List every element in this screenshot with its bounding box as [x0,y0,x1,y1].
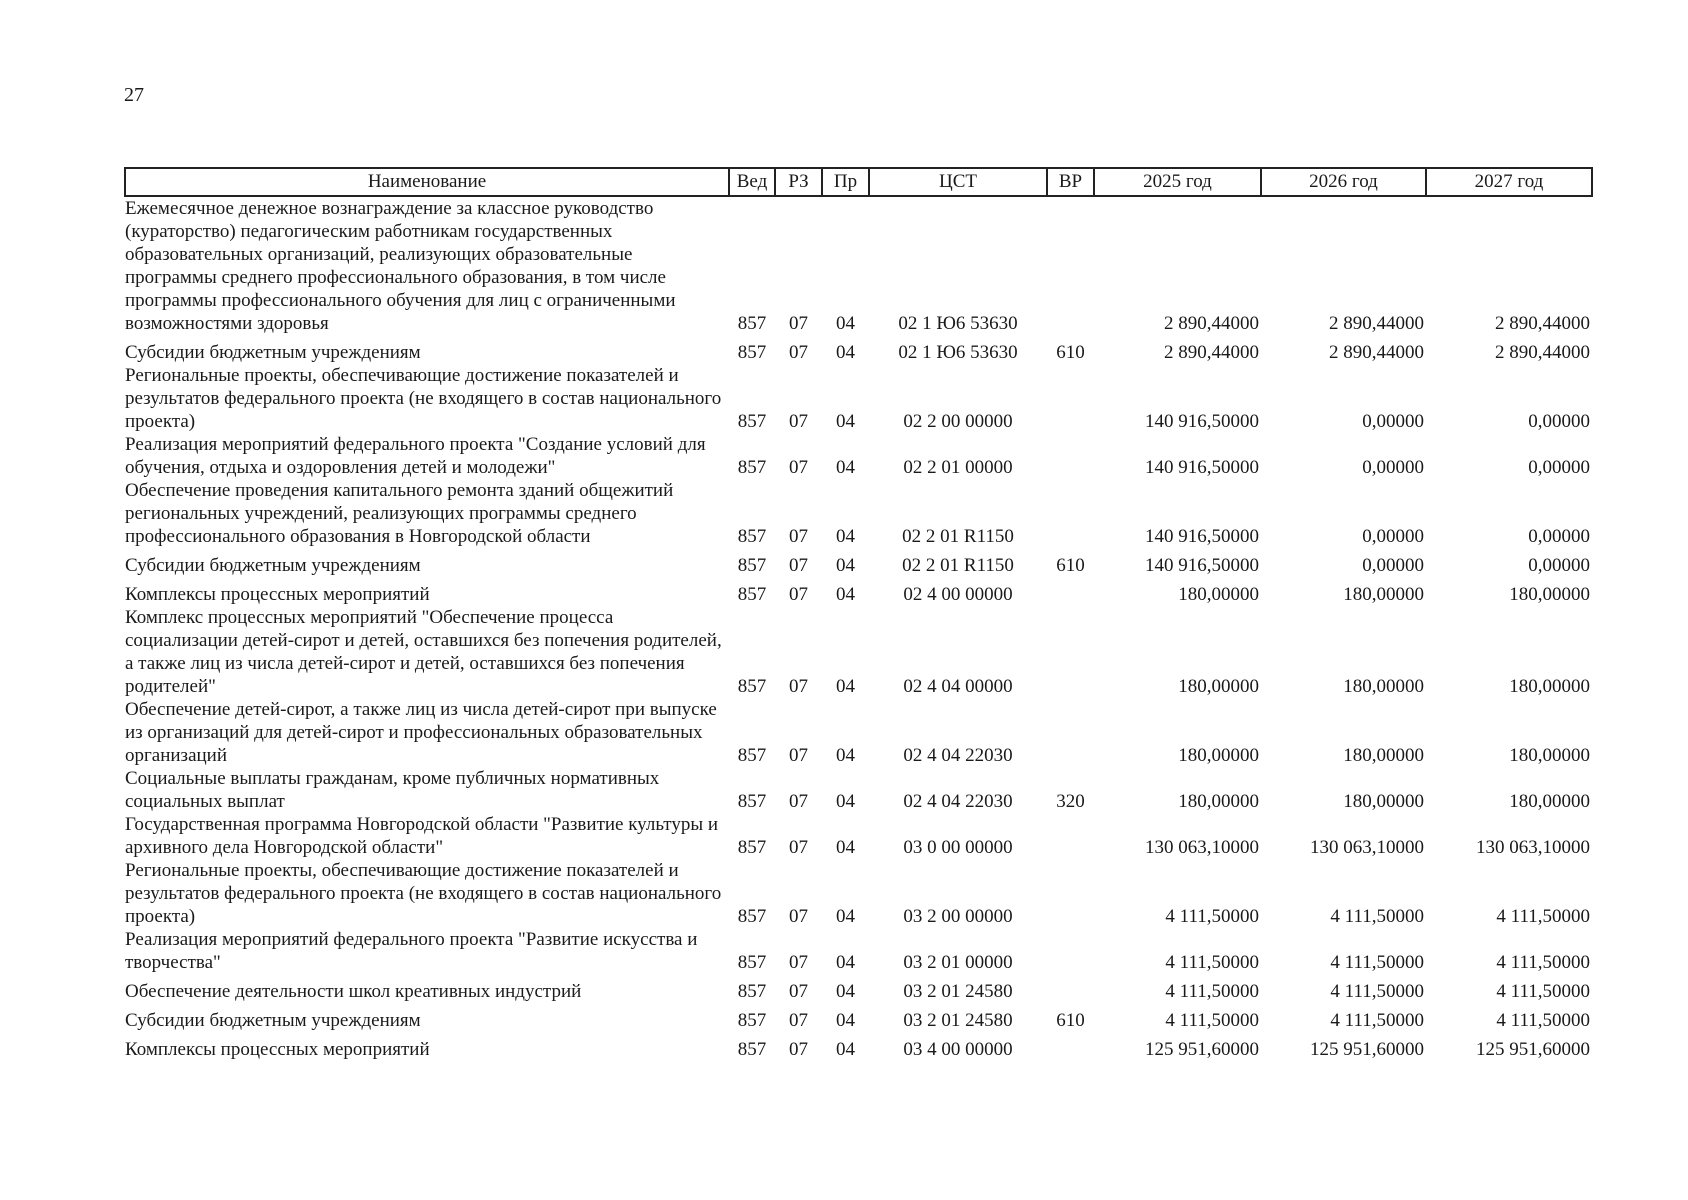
cell-name: Социальные выплаты гражданам, кроме публичных нормативных социальных выплат [125,768,660,812]
cell-2025: 2 890,44000 [1164,342,1259,363]
cell-vr [1047,577,1094,606]
cell-cst: 02 2 00 00000 [903,411,1013,432]
cell-2025: 180,00000 [1178,584,1259,605]
cell-2026: 4 111,50000 [1330,906,1424,927]
cell-pr: 04 [836,342,855,363]
table-body [125,196,1592,1061]
cell-ved: 857 [737,906,767,927]
header-2027: 2027 год [1426,168,1592,196]
cell-2025: 4 111,50000 [1165,1010,1259,1031]
table-row [125,767,1592,813]
cell-2027: 180,00000 [1509,676,1590,697]
cell-cst: 02 1 Ю6 53630 [898,313,1018,334]
cell-cst: 03 0 00 00000 [903,837,1013,858]
cell-ved: 857 [737,457,767,478]
table-row [125,364,1592,433]
cell-name: Обеспечение деятельности школ креативных индустрий [125,981,582,1002]
cell-ved: 857 [737,981,767,1002]
cell-rz: 07 [789,313,808,334]
cell-ved: 857 [737,1010,767,1031]
cell-rz: 07 [789,952,808,973]
cell-pr: 04 [836,555,855,576]
cell-rz: 07 [789,342,808,363]
cell-2026: 180,00000 [1343,791,1424,812]
cell-pr: 04 [836,981,855,1002]
cell-vr [1047,859,1094,928]
cell-pr: 04 [836,1039,855,1060]
cell-name: Комплекс процессных мероприятий "Обеспечение процесса социализации детей-сирот и детей, оставшихся без попечения родителей, а также лиц из числа детей-сирот и детей, оставшихся без попечения родителей" [125,607,722,697]
header-2026: 2026 год [1261,168,1426,196]
cell-2027: 0,00000 [1528,457,1590,478]
table-row [125,577,1592,606]
cell-ved: 857 [737,313,767,334]
header-ved: Вед [729,168,775,196]
cell-rz: 07 [789,457,808,478]
cell-2027: 180,00000 [1509,745,1590,766]
cell-vr [1047,928,1094,974]
cell-cst: 02 4 04 22030 [903,791,1013,812]
header-name: Наименование [125,168,729,196]
cell-pr: 04 [836,1010,855,1031]
cell-pr: 04 [836,584,855,605]
header-cst: ЦСТ [869,168,1047,196]
cell-cst: 02 1 Ю6 53630 [898,342,1018,363]
cell-2027: 0,00000 [1528,411,1590,432]
table-row [125,335,1592,364]
cell-pr: 04 [836,411,855,432]
cell-vr [1047,1032,1094,1061]
cell-2027: 4 111,50000 [1496,906,1590,927]
cell-2026: 125 951,60000 [1310,1039,1424,1060]
cell-cst: 03 2 00 00000 [903,906,1013,927]
cell-2026: 130 063,10000 [1310,837,1424,858]
cell-cst: 02 4 04 00000 [903,676,1013,697]
cell-ved: 857 [737,791,767,812]
cell-pr: 04 [836,791,855,812]
cell-name: Субсидии бюджетным учреждениям [125,342,421,363]
cell-name: Государственная программа Новгородской области "Развитие культуры и архивного дела Новгородской области" [125,814,719,858]
cell-ved: 857 [737,342,767,363]
cell-2026: 0,00000 [1362,457,1424,478]
cell-2025: 4 111,50000 [1165,981,1259,1002]
cell-2026: 0,00000 [1362,526,1424,547]
cell-cst: 02 2 01 R1150 [902,526,1014,547]
header-rz: РЗ [775,168,822,196]
cell-2027: 4 111,50000 [1496,981,1590,1002]
cell-cst: 03 2 01 24580 [903,981,1013,1002]
cell-2026: 180,00000 [1343,745,1424,766]
cell-2027: 130 063,10000 [1476,837,1590,858]
table-row [125,196,1592,335]
cell-cst: 02 2 01 00000 [903,457,1013,478]
cell-cst: 03 4 00 00000 [903,1039,1013,1060]
table-row [125,479,1592,548]
cell-rz: 07 [789,906,808,927]
header-2025: 2025 год [1094,168,1261,196]
cell-2025: 180,00000 [1178,676,1259,697]
cell-name: Обеспечение проведения капитального ремонта зданий общежитий региональных учреждений, реализующих программы среднего профессионального образования в Новгородской области [125,480,674,547]
table-row [125,1003,1592,1032]
cell-2026: 4 111,50000 [1330,952,1424,973]
cell-rz: 07 [789,745,808,766]
cell-rz: 07 [789,411,808,432]
cell-rz: 07 [789,1010,808,1031]
cell-2027: 180,00000 [1509,584,1590,605]
cell-vr: 320 [1056,791,1085,812]
cell-cst: 02 4 00 00000 [903,584,1013,605]
cell-name: Субсидии бюджетным учреждениям [125,555,421,576]
cell-2025: 4 111,50000 [1165,906,1259,927]
cell-cst: 03 2 01 24580 [903,1010,1013,1031]
cell-vr [1047,606,1094,698]
cell-ved: 857 [737,952,767,973]
cell-2025: 2 890,44000 [1164,313,1259,334]
cell-vr [1047,974,1094,1003]
table-row [125,813,1592,859]
cell-2026: 180,00000 [1343,584,1424,605]
table-row [125,548,1592,577]
cell-rz: 07 [789,837,808,858]
cell-2027: 4 111,50000 [1496,1010,1590,1031]
cell-pr: 04 [836,313,855,334]
cell-vr [1047,433,1094,479]
table-row [125,859,1592,928]
cell-2026: 4 111,50000 [1330,981,1424,1002]
cell-2026: 2 890,44000 [1329,342,1424,363]
table-row [125,974,1592,1003]
cell-pr: 04 [836,745,855,766]
cell-ved: 857 [737,745,767,766]
cell-2027: 0,00000 [1528,526,1590,547]
cell-2027: 0,00000 [1528,555,1590,576]
cell-2027: 2 890,44000 [1495,342,1590,363]
table-row [125,433,1592,479]
cell-vr: 610 [1056,342,1085,363]
page-number: 27 [124,84,144,106]
cell-rz: 07 [789,1039,808,1060]
cell-vr: 610 [1056,555,1085,576]
cell-name: Обеспечение детей-сирот, а также лиц из числа детей-сирот при выпуске из организаций для детей-сирот и профессиональных образовательных организаций [125,699,717,766]
table-row [125,606,1592,698]
cell-2025: 140 916,50000 [1145,411,1259,432]
cell-2025: 130 063,10000 [1145,837,1259,858]
cell-rz: 07 [789,584,808,605]
table-row [125,1032,1592,1061]
cell-2025: 180,00000 [1178,791,1259,812]
cell-vr [1047,479,1094,548]
cell-name: Реализация мероприятий федерального проекта "Создание условий для обучения, отдыха и оздоровления детей и молодежи" [125,434,706,478]
cell-2026: 0,00000 [1362,411,1424,432]
cell-2027: 2 890,44000 [1495,313,1590,334]
cell-2025: 4 111,50000 [1165,952,1259,973]
cell-cst: 02 4 04 22030 [903,745,1013,766]
cell-2026: 4 111,50000 [1330,1010,1424,1031]
cell-rz: 07 [789,981,808,1002]
header-vr: ВР [1047,168,1094,196]
cell-ved: 857 [737,411,767,432]
cell-name: Ежемесячное денежное вознаграждение за классное руководство (кураторство) педагогическим работникам государственных образовательных организаций, реализующих образовательные программы среднего профессионального образования, в том числе программы профессионального обучения для лиц с ограниченными возможностями здоровья [125,198,676,334]
cell-pr: 04 [836,952,855,973]
cell-rz: 07 [789,676,808,697]
cell-name: Комплексы процессных мероприятий [125,584,430,605]
cell-rz: 07 [789,555,808,576]
cell-2025: 140 916,50000 [1145,526,1259,547]
budget-table [124,167,1593,1061]
cell-2027: 125 951,60000 [1476,1039,1590,1060]
cell-ved: 857 [737,555,767,576]
cell-name: Реализация мероприятий федерального проекта "Развитие искусства и творчества" [125,929,698,973]
cell-name: Региональные проекты, обеспечивающие достижение показателей и результатов федерального проекта (не входящего в состав национального проекта) [125,860,722,927]
table-header [125,168,1592,196]
table-row [125,698,1592,767]
cell-vr: 610 [1056,1010,1085,1031]
cell-ved: 857 [737,1039,767,1060]
cell-vr [1047,364,1094,433]
cell-2027: 180,00000 [1509,791,1590,812]
cell-vr [1047,813,1094,859]
cell-pr: 04 [836,837,855,858]
cell-cst: 02 2 01 R1150 [902,555,1014,576]
cell-2026: 2 890,44000 [1329,313,1424,334]
cell-pr: 04 [836,457,855,478]
cell-ved: 857 [737,526,767,547]
cell-name: Субсидии бюджетным учреждениям [125,1010,421,1031]
cell-2027: 4 111,50000 [1496,952,1590,973]
cell-2026: 0,00000 [1362,555,1424,576]
cell-2025: 140 916,50000 [1145,457,1259,478]
table-row [125,928,1592,974]
cell-cst: 03 2 01 00000 [903,952,1013,973]
cell-2025: 140 916,50000 [1145,555,1259,576]
cell-name: Комплексы процессных мероприятий [125,1039,430,1060]
cell-ved: 857 [737,584,767,605]
cell-2025: 180,00000 [1178,745,1259,766]
cell-pr: 04 [836,906,855,927]
cell-vr [1047,196,1094,335]
cell-pr: 04 [836,676,855,697]
cell-2026: 180,00000 [1343,676,1424,697]
cell-pr: 04 [836,526,855,547]
cell-rz: 07 [789,791,808,812]
cell-ved: 857 [737,837,767,858]
cell-ved: 857 [737,676,767,697]
cell-vr [1047,698,1094,767]
header-pr: Пр [822,168,869,196]
cell-name: Региональные проекты, обеспечивающие достижение показателей и результатов федерального проекта (не входящего в состав национального проекта) [125,365,722,432]
cell-rz: 07 [789,526,808,547]
cell-2025: 125 951,60000 [1145,1039,1259,1060]
